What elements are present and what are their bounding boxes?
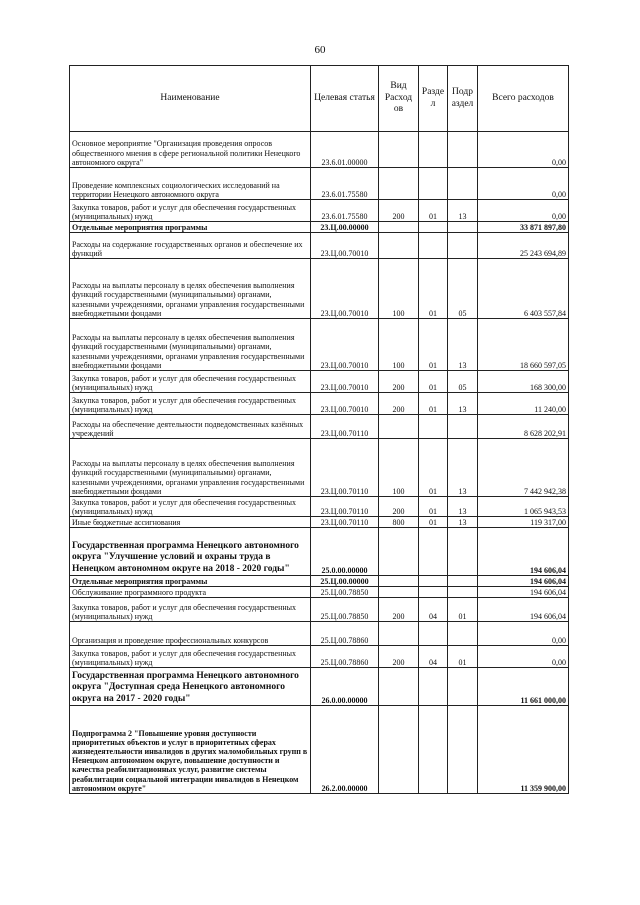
row-subsection: 13 bbox=[448, 319, 478, 371]
row-section bbox=[419, 528, 448, 576]
row-subsection: 01 bbox=[448, 646, 478, 668]
row-section: 01 bbox=[419, 497, 448, 517]
row-section bbox=[419, 587, 448, 598]
row-type: 200 bbox=[379, 371, 419, 393]
row-name: Обслуживание программного продукта bbox=[70, 587, 311, 598]
row-section: 01 bbox=[419, 371, 448, 393]
table-row bbox=[70, 319, 569, 371]
table-row bbox=[70, 517, 569, 528]
row-name: Закупка товаров, работ и услуг для обеспечения государственных (муниципальных) нужд bbox=[70, 497, 311, 517]
row-name: Закупка товаров, работ и услуг для обеспечения государственных (муниципальных) нужд bbox=[70, 598, 311, 622]
row-subsection bbox=[448, 528, 478, 576]
row-type bbox=[379, 415, 419, 439]
row-section bbox=[419, 668, 448, 706]
row-total: 0,00 bbox=[478, 622, 569, 646]
row-subsection: 13 bbox=[448, 200, 478, 222]
row-subsection: 13 bbox=[448, 517, 478, 528]
row-name: Расходы на выплаты персоналу в целях обеспечения выполнения функций государственными (муниципальными) органами, казенными учреждениями, органами управления государственными внебюджетными фондами bbox=[70, 319, 311, 371]
row-section: 01 bbox=[419, 393, 448, 415]
table-header-row bbox=[70, 66, 569, 132]
row-subsection bbox=[448, 622, 478, 646]
row-total: 0,00 bbox=[478, 132, 569, 168]
row-code: 25.Ц.00.78850 bbox=[311, 587, 379, 598]
row-total: 194 606,04 bbox=[478, 598, 569, 622]
header-code: Целевая статья bbox=[311, 66, 379, 132]
row-subsection bbox=[448, 132, 478, 168]
row-name: Организация и проведение профессиональных конкурсов bbox=[70, 622, 311, 646]
row-code: 23.Ц.00.70110 bbox=[311, 517, 379, 528]
row-total: 8 628 202,91 bbox=[478, 415, 569, 439]
row-section bbox=[419, 415, 448, 439]
row-type: 100 bbox=[379, 319, 419, 371]
row-code: 23.6.01.75580 bbox=[311, 168, 379, 200]
row-type bbox=[379, 528, 419, 576]
row-total: 11 661 000,00 bbox=[478, 668, 569, 706]
row-total: 25 243 694,89 bbox=[478, 233, 569, 259]
row-code: 23.Ц.00.70010 bbox=[311, 259, 379, 319]
row-type bbox=[379, 222, 419, 233]
row-total: 0,00 bbox=[478, 646, 569, 668]
row-total: 0,00 bbox=[478, 168, 569, 200]
row-type bbox=[379, 622, 419, 646]
row-code: 23.Ц.00.70010 bbox=[311, 233, 379, 259]
row-type bbox=[379, 132, 419, 168]
row-name: Иные бюджетные ассигнования bbox=[70, 517, 311, 528]
row-type: 100 bbox=[379, 439, 419, 497]
table-row bbox=[70, 576, 569, 587]
row-total: 168 300,00 bbox=[478, 371, 569, 393]
row-total: 11 240,00 bbox=[478, 393, 569, 415]
table-row bbox=[70, 528, 569, 576]
row-section bbox=[419, 706, 448, 794]
row-code: 23.6.01.00000 bbox=[311, 132, 379, 168]
header-total: Всего расходов bbox=[478, 66, 569, 132]
row-section bbox=[419, 576, 448, 587]
row-total: 0,00 bbox=[478, 200, 569, 222]
table-row bbox=[70, 393, 569, 415]
row-name: Расходы на выплаты персоналу в целях обеспечения выполнения функций государственными (муниципальными) органами, казенными учреждениями, органами управления государственными внебюджетными фондами bbox=[70, 439, 311, 497]
row-section bbox=[419, 622, 448, 646]
row-type bbox=[379, 668, 419, 706]
row-type: 200 bbox=[379, 497, 419, 517]
row-code: 25.Ц.00.78850 bbox=[311, 598, 379, 622]
row-section: 01 bbox=[419, 319, 448, 371]
table-row bbox=[70, 233, 569, 259]
row-type: 100 bbox=[379, 259, 419, 319]
row-section: 04 bbox=[419, 646, 448, 668]
row-name: Расходы на содержание государственных органов и обеспечение их функций bbox=[70, 233, 311, 259]
row-code: 23.Ц.00.70110 bbox=[311, 497, 379, 517]
row-total: 7 442 942,38 bbox=[478, 439, 569, 497]
header-type: Вид Расход ов bbox=[379, 66, 419, 132]
row-code: 25.Ц.00.00000 bbox=[311, 576, 379, 587]
row-type: 800 bbox=[379, 517, 419, 528]
row-section: 01 bbox=[419, 259, 448, 319]
expenses-table bbox=[69, 65, 569, 794]
row-section: 01 bbox=[419, 517, 448, 528]
row-type: 200 bbox=[379, 200, 419, 222]
row-total: 6 403 557,84 bbox=[478, 259, 569, 319]
row-subsection bbox=[448, 587, 478, 598]
row-type bbox=[379, 233, 419, 259]
row-code: 23.Ц.00.70010 bbox=[311, 371, 379, 393]
row-name: Закупка товаров, работ и услуг для обеспечения государственных (муниципальных) нужд bbox=[70, 393, 311, 415]
row-total: 194 606,04 bbox=[478, 528, 569, 576]
row-name: Отдельные мероприятия программы bbox=[70, 576, 311, 587]
row-subsection: 01 bbox=[448, 598, 478, 622]
row-subsection bbox=[448, 415, 478, 439]
table-row bbox=[70, 415, 569, 439]
row-name: Государственная программа Ненецкого автономного округа "Доступная среда Ненецкого автономного округа на 2017 - 2020 годы" bbox=[70, 668, 311, 706]
row-code: 23.Ц.00.70010 bbox=[311, 319, 379, 371]
row-subsection: 13 bbox=[448, 393, 478, 415]
table-row bbox=[70, 200, 569, 222]
row-subsection: 05 bbox=[448, 259, 478, 319]
row-name: Расходы на выплаты персоналу в целях обеспечения выполнения функций государственными (муниципальными) органами, казенными учреждениями, органами управления государственными внебюджетными фондами bbox=[70, 259, 311, 319]
row-name: Закупка товаров, работ и услуг для обеспечения государственных (муниципальных) нужд bbox=[70, 371, 311, 393]
row-total: 33 871 897,80 bbox=[478, 222, 569, 233]
table-row bbox=[70, 646, 569, 668]
header-subsection: Подр аздел bbox=[448, 66, 478, 132]
row-section bbox=[419, 132, 448, 168]
row-total: 1 065 943,53 bbox=[478, 497, 569, 517]
row-type bbox=[379, 576, 419, 587]
row-code: 26.2.00.00000 bbox=[311, 706, 379, 794]
table-row bbox=[70, 497, 569, 517]
row-section: 01 bbox=[419, 439, 448, 497]
row-total: 119 317,00 bbox=[478, 517, 569, 528]
row-name: Государственная программа Ненецкого автономного округа "Улучшение условий и охраны труда в Ненецком автономном округе на 2018 - 2020 годы" bbox=[70, 528, 311, 576]
row-code: 25.0.00.00000 bbox=[311, 528, 379, 576]
table-row bbox=[70, 259, 569, 319]
table-row bbox=[70, 668, 569, 706]
row-total: 194 606,04 bbox=[478, 587, 569, 598]
row-name: Отдельные мероприятия программы bbox=[70, 222, 311, 233]
row-section bbox=[419, 233, 448, 259]
row-section bbox=[419, 168, 448, 200]
row-subsection bbox=[448, 222, 478, 233]
table-row bbox=[70, 222, 569, 233]
row-type: 200 bbox=[379, 393, 419, 415]
row-code: 25.Ц.00.78860 bbox=[311, 622, 379, 646]
row-name: Закупка товаров, работ и услуг для обеспечения государственных (муниципальных) нужд bbox=[70, 646, 311, 668]
row-type: 200 bbox=[379, 646, 419, 668]
row-subsection: 13 bbox=[448, 497, 478, 517]
row-subsection: 05 bbox=[448, 371, 478, 393]
row-name: Закупка товаров, работ и услуг для обеспечения государственных (муниципальных) нужд bbox=[70, 200, 311, 222]
row-code: 23.Ц.00.70110 bbox=[311, 415, 379, 439]
table-row bbox=[70, 371, 569, 393]
row-subsection bbox=[448, 233, 478, 259]
row-subsection bbox=[448, 706, 478, 794]
row-name: Расходы на обеспечение деятельности подведомственных казённых учреждений bbox=[70, 415, 311, 439]
header-name: Наименование bbox=[70, 66, 311, 132]
row-type bbox=[379, 706, 419, 794]
table-row bbox=[70, 587, 569, 598]
row-subsection bbox=[448, 668, 478, 706]
row-name: Основное мероприятие "Организация проведения опросов общественного мнения в сфере региональной политики Ненецкого автономного округа" bbox=[70, 132, 311, 168]
row-subsection bbox=[448, 576, 478, 587]
table-row bbox=[70, 132, 569, 168]
row-code: 23.Ц.00.00000 bbox=[311, 222, 379, 233]
table-row bbox=[70, 598, 569, 622]
row-section: 01 bbox=[419, 200, 448, 222]
row-section bbox=[419, 222, 448, 233]
table-row bbox=[70, 439, 569, 497]
row-code: 23.Ц.00.70010 bbox=[311, 393, 379, 415]
row-code: 26.0.00.00000 bbox=[311, 668, 379, 706]
row-total: 11 359 900,00 bbox=[478, 706, 569, 794]
row-type bbox=[379, 168, 419, 200]
row-total: 194 606,04 bbox=[478, 576, 569, 587]
row-section: 04 bbox=[419, 598, 448, 622]
table-row bbox=[70, 168, 569, 200]
row-code: 25.Ц.00.78860 bbox=[311, 646, 379, 668]
row-type bbox=[379, 587, 419, 598]
row-subsection bbox=[448, 168, 478, 200]
table-row bbox=[70, 622, 569, 646]
row-name: Подпрограмма 2 "Повышение уровня доступности приоритетных объектов и услуг в приоритетных сферах жизнедеятельности инвалидов в других маломобильных групп в Ненецком автономном округе, повышение доступности и качества реабилитационных услуг, развитие системы реабилитации социальной интеграции инвалидов в Ненецком автономном округе" bbox=[70, 706, 311, 794]
row-type: 200 bbox=[379, 598, 419, 622]
row-code: 23.Ц.00.70110 bbox=[311, 439, 379, 497]
table-row bbox=[70, 706, 569, 794]
page-number: 60 bbox=[314, 44, 326, 56]
row-total: 18 660 597,05 bbox=[478, 319, 569, 371]
row-subsection: 13 bbox=[448, 439, 478, 497]
header-section: Разде л bbox=[419, 66, 448, 132]
row-name: Проведение комплексных социологических исследований на территории Ненецкого автономного округа bbox=[70, 168, 311, 200]
row-code: 23.6.01.75580 bbox=[311, 200, 379, 222]
